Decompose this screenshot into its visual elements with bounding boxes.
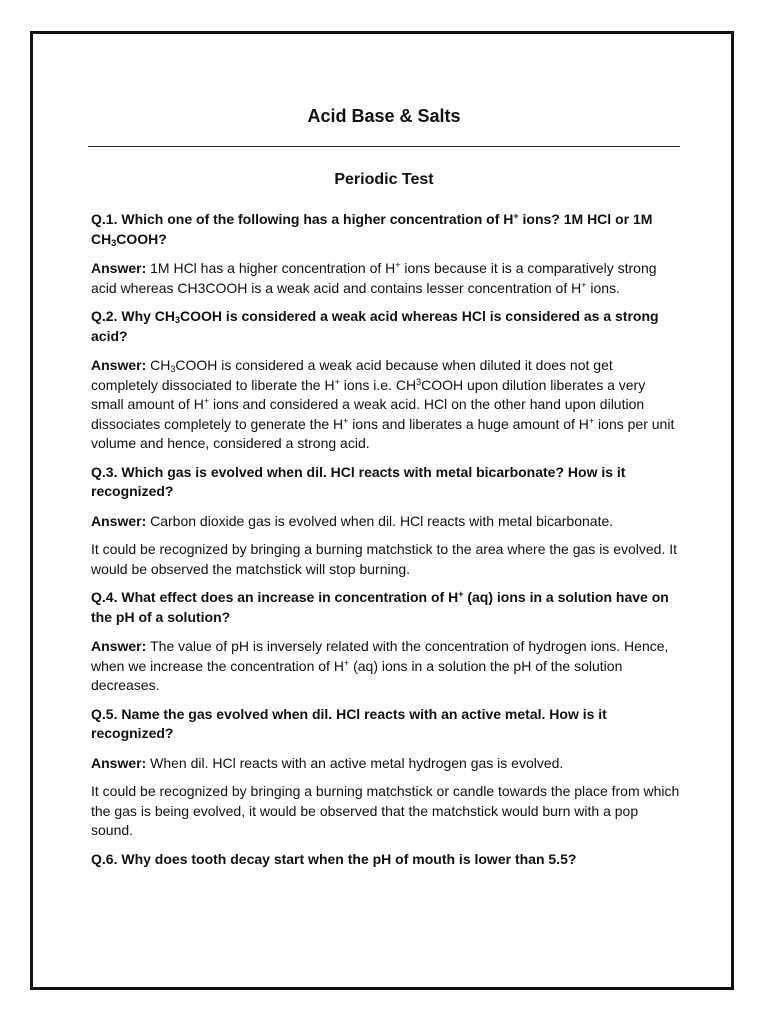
qa-item bbox=[91, 850, 681, 870]
text-run: ions and considered a weak acid. HCl on the other hand upon dilution dissociates completely to generate the H bbox=[91, 396, 645, 432]
title-divider bbox=[88, 146, 680, 147]
text-run: It could be recognized by bringing a burning matchstick to the area where the gas is evolved. It would be observed the matchstick will stop burning. bbox=[91, 541, 678, 577]
qa-item bbox=[91, 307, 681, 454]
subscript: 3 bbox=[170, 364, 176, 374]
text-run: ions and liberates a huge amount of H bbox=[348, 415, 589, 432]
answer-text bbox=[91, 782, 681, 841]
superscript: + bbox=[513, 211, 519, 221]
text-run: ions because it is a comparatively strong acid whereas CH3COOH is a weak acid and contains lesser concentration of H bbox=[91, 260, 657, 296]
question-text bbox=[91, 307, 681, 346]
text-run: What effect does an increase in concentration of H bbox=[121, 589, 459, 605]
answer-text bbox=[91, 754, 681, 774]
superscript: + bbox=[343, 415, 349, 426]
superscript: 3 bbox=[416, 376, 422, 387]
text-run: Which one of the following has a higher concentration of H bbox=[121, 211, 514, 227]
question-text bbox=[91, 463, 681, 502]
superscript: + bbox=[581, 279, 587, 290]
superscript: + bbox=[203, 396, 210, 406]
superscript: + bbox=[395, 260, 401, 270]
qa-item bbox=[91, 588, 681, 696]
text-run: COOH is considered a weak acid whereas HCl is considered as a strong acid? bbox=[91, 308, 659, 344]
text-run: Why CH bbox=[121, 308, 176, 324]
answer-label: Answer: bbox=[91, 357, 151, 373]
answer-label: Answer: bbox=[91, 754, 151, 771]
subscript: 3 bbox=[111, 237, 117, 248]
text-run: Which gas is evolved when dil. HCl reacts with metal bicarbonate? How is it recognized? bbox=[91, 463, 626, 499]
question-text bbox=[91, 850, 681, 870]
text-run: When dil. HCl reacts with an active metal hydrogen gas is evolved. bbox=[150, 754, 564, 771]
question-number: Q.5. bbox=[91, 705, 122, 722]
answer-label: Answer: bbox=[91, 638, 151, 654]
subscript: 3 bbox=[175, 315, 181, 325]
text-run: ions. bbox=[586, 279, 620, 296]
text-run: Carbon dioxide gas is evolved when dil. HCl reacts with metal bicarbonate. bbox=[150, 512, 614, 529]
answer-text bbox=[91, 637, 681, 696]
question-text bbox=[91, 210, 681, 249]
answer-label: Answer: bbox=[91, 512, 151, 529]
superscript: + bbox=[343, 657, 350, 668]
qa-item bbox=[91, 705, 681, 841]
question-number: Q.2. bbox=[91, 308, 122, 324]
text-run: COOH is considered a weak acid because when diluted it does not get completely dissociated to liberate the H bbox=[91, 357, 613, 393]
document-subtitle: Periodic Test bbox=[334, 171, 434, 189]
text-run: ions i.e. CH bbox=[339, 376, 417, 393]
question-number: Q.4. bbox=[91, 589, 122, 605]
question-answer-list bbox=[91, 210, 681, 879]
answer-label: Answer: bbox=[91, 260, 151, 276]
text-run: (aq) ions in a solution the pH of the solution decreases. bbox=[91, 657, 623, 693]
answer-text bbox=[91, 259, 681, 298]
text-run: Why does tooth decay start when the pH of mouth is lower than 5.5? bbox=[121, 850, 577, 867]
text-run: (aq) ions in a solution have on the pH of a solution? bbox=[91, 589, 669, 625]
text-run: The value of pH is inversely related with the concentration of hydrogen ions. Hence, when we increase the concentration of H bbox=[91, 638, 669, 674]
document-title: Acid Base & Salts bbox=[307, 106, 461, 127]
question-number: Q.3. bbox=[91, 463, 122, 480]
text-run: COOH upon dilution liberates a very small amount of H bbox=[91, 376, 646, 412]
answer-text bbox=[91, 356, 681, 454]
text-run: It could be recognized by bringing a burning matchstick or candle towards the place from which the gas is being evolved, it would be observed that the matchstick would burn with a pop sound. bbox=[91, 783, 680, 838]
question-text bbox=[91, 588, 681, 627]
qa-item bbox=[91, 463, 681, 580]
superscript: + bbox=[334, 376, 340, 387]
text-run: 1M HCl has a higher concentration of H bbox=[150, 260, 396, 276]
text-run: CH bbox=[150, 357, 171, 373]
question-text bbox=[91, 705, 681, 744]
answer-text bbox=[91, 540, 681, 579]
superscript: + bbox=[458, 589, 464, 599]
text-run: COOH? bbox=[116, 230, 167, 247]
question-number: Q.1. bbox=[91, 211, 122, 227]
text-run: ions? 1M HCl or 1M CH bbox=[91, 211, 653, 247]
text-run: ions per unit volume and hence, considered a strong acid. bbox=[91, 415, 675, 451]
answer-text bbox=[91, 512, 681, 532]
text-run: Name the gas evolved when dil. HCl reacts with an active metal. How is it recognized? bbox=[91, 705, 607, 741]
question-number: Q.6. bbox=[91, 850, 122, 867]
superscript: + bbox=[588, 415, 595, 426]
qa-item bbox=[91, 210, 681, 298]
